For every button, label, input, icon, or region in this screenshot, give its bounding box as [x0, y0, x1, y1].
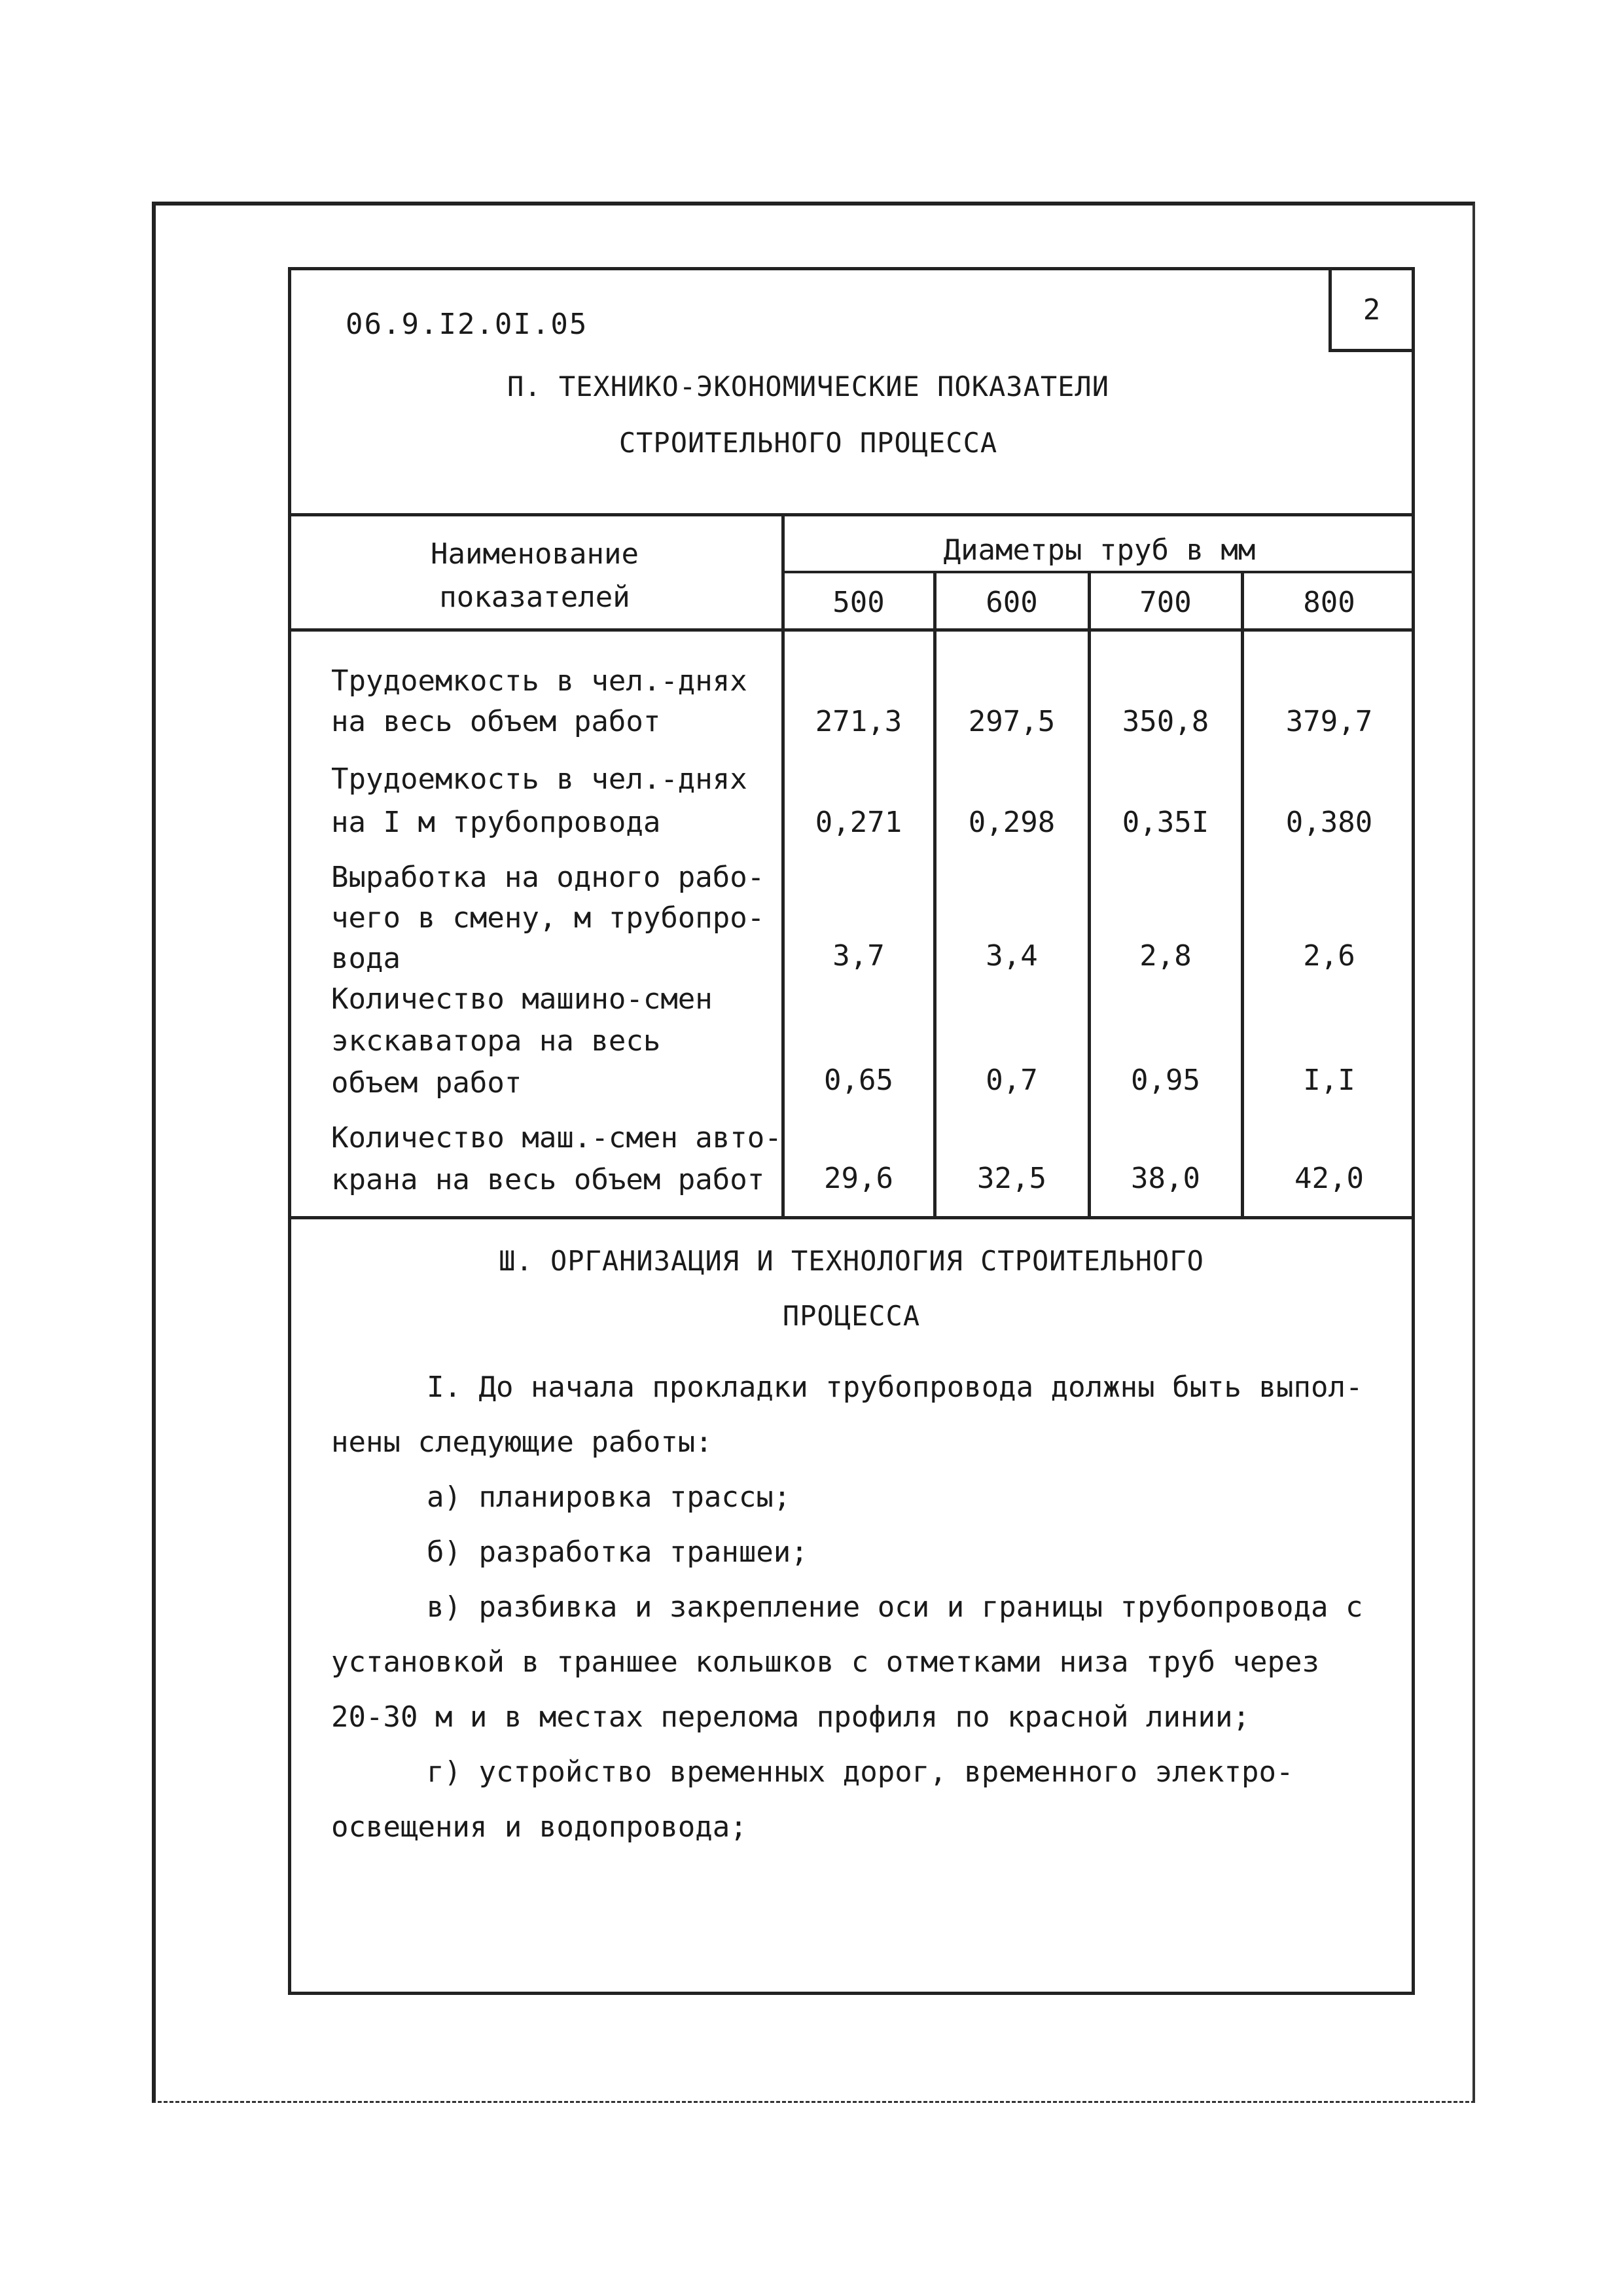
row4-value-500: 0,65	[824, 1064, 893, 1097]
table-vline-3	[1241, 572, 1244, 1217]
row1-name-line2: на весь объем работ	[331, 705, 661, 738]
table-header-name-line1: Наименование	[431, 537, 639, 571]
row4-name-line2: экскаватора на весь	[331, 1024, 661, 1058]
para-line-2: нены следующие работы:	[331, 1426, 713, 1459]
row3-name-line2: чего в смену, м трубопро-	[331, 901, 765, 935]
row4-name-line1: Количество машино-смен	[331, 982, 713, 1016]
row5-value-700: 38,0	[1131, 1162, 1200, 1195]
row2-name-line2: на I м трубопровода	[331, 806, 661, 839]
diameter-500: 500	[832, 586, 885, 619]
document-code: 06.9.I2.0I.05	[346, 308, 588, 341]
para-line-3: а) планировка трассы;	[427, 1480, 791, 1514]
row4-value-600: 0,7	[986, 1064, 1038, 1097]
row5-value-600: 32,5	[977, 1162, 1046, 1195]
para-line-4: б) разработка траншеи;	[427, 1535, 808, 1569]
table-vline-1	[933, 572, 936, 1217]
row3-value-600: 3,4	[986, 939, 1038, 973]
section3-title-line1: Ш. ОРГАНИЗАЦИЯ И ТЕХНОЛОГИЯ СТРОИТЕЛЬНОГО	[499, 1245, 1204, 1277]
table-vline-2	[1088, 572, 1091, 1217]
row2-name-line1: Трудоемкость в чел.-днях	[331, 762, 747, 796]
row4-name-line3: объем работ	[331, 1066, 522, 1100]
page-number: 2	[1363, 293, 1381, 327]
row4-value-700: 0,95	[1131, 1064, 1200, 1097]
row3-value-500: 3,7	[832, 939, 885, 973]
para-line-9: освещения и водопровода;	[331, 1810, 747, 1844]
table-header-bottom-rule	[288, 628, 1415, 632]
row5-value-800: 42,0	[1294, 1162, 1364, 1195]
row1-name-line1: Трудоемкость в чел.-днях	[331, 664, 747, 698]
row4-value-800: I,I	[1303, 1064, 1355, 1097]
table-top-rule	[288, 513, 1415, 516]
table-subheader-rule	[783, 571, 1415, 573]
para-line-8: г) устройство временных дорог, временного электро-	[427, 1755, 1294, 1789]
row2-value-500: 0,271	[815, 806, 902, 839]
row2-value-600: 0,298	[968, 806, 1056, 839]
table-header-name-line2: показателей	[439, 581, 630, 614]
row1-value-800: 379,7	[1285, 705, 1373, 738]
row3-value-700: 2,8	[1139, 939, 1192, 973]
row2-value-800: 0,380	[1285, 806, 1373, 839]
table-bottom-rule	[288, 1216, 1415, 1219]
row3-name-line1: Выработка на одного рабо-	[331, 861, 765, 894]
row2-value-700: 0,35I	[1122, 806, 1209, 839]
row3-name-line3: вода	[331, 942, 401, 975]
row5-name-line2: крана на весь объем работ	[331, 1163, 765, 1196]
diameter-700: 700	[1139, 586, 1192, 619]
row1-value-700: 350,8	[1122, 705, 1209, 738]
row5-name-line1: Количество маш.-смен авто-	[331, 1121, 782, 1155]
para-line-7: 20-30 м и в местах перелома профиля по красной линии;	[331, 1700, 1250, 1734]
para-line-1: I. До начала прокладки трубопровода должны быть выпол-	[427, 1371, 1363, 1404]
section2-title-line1: П. ТЕХНИКО-ЭКОНОМИЧЕСКИЕ ПОКАЗАТЕЛИ	[507, 370, 1109, 403]
section3-title-line2: ПРОЦЕССА	[782, 1300, 921, 1332]
row3-value-800: 2,6	[1303, 939, 1355, 973]
para-line-6: установкой в траншее кольшков с отметками низа труб через	[331, 1645, 1319, 1679]
section2-title-line2: СТРОИТЕЛЬНОГО ПРОЦЕССА	[618, 427, 998, 459]
row5-value-500: 29,6	[824, 1162, 893, 1195]
diameter-800: 800	[1303, 586, 1355, 619]
para-line-5: в) разбивка и закрепление оси и границы трубопровода с	[427, 1590, 1363, 1624]
table-header-diameters: Диаметры труб в мм	[943, 533, 1256, 567]
page-number-box	[1329, 267, 1415, 352]
row1-value-600: 297,5	[968, 705, 1056, 738]
row1-value-500: 271,3	[815, 705, 902, 738]
diameter-600: 600	[986, 586, 1038, 619]
